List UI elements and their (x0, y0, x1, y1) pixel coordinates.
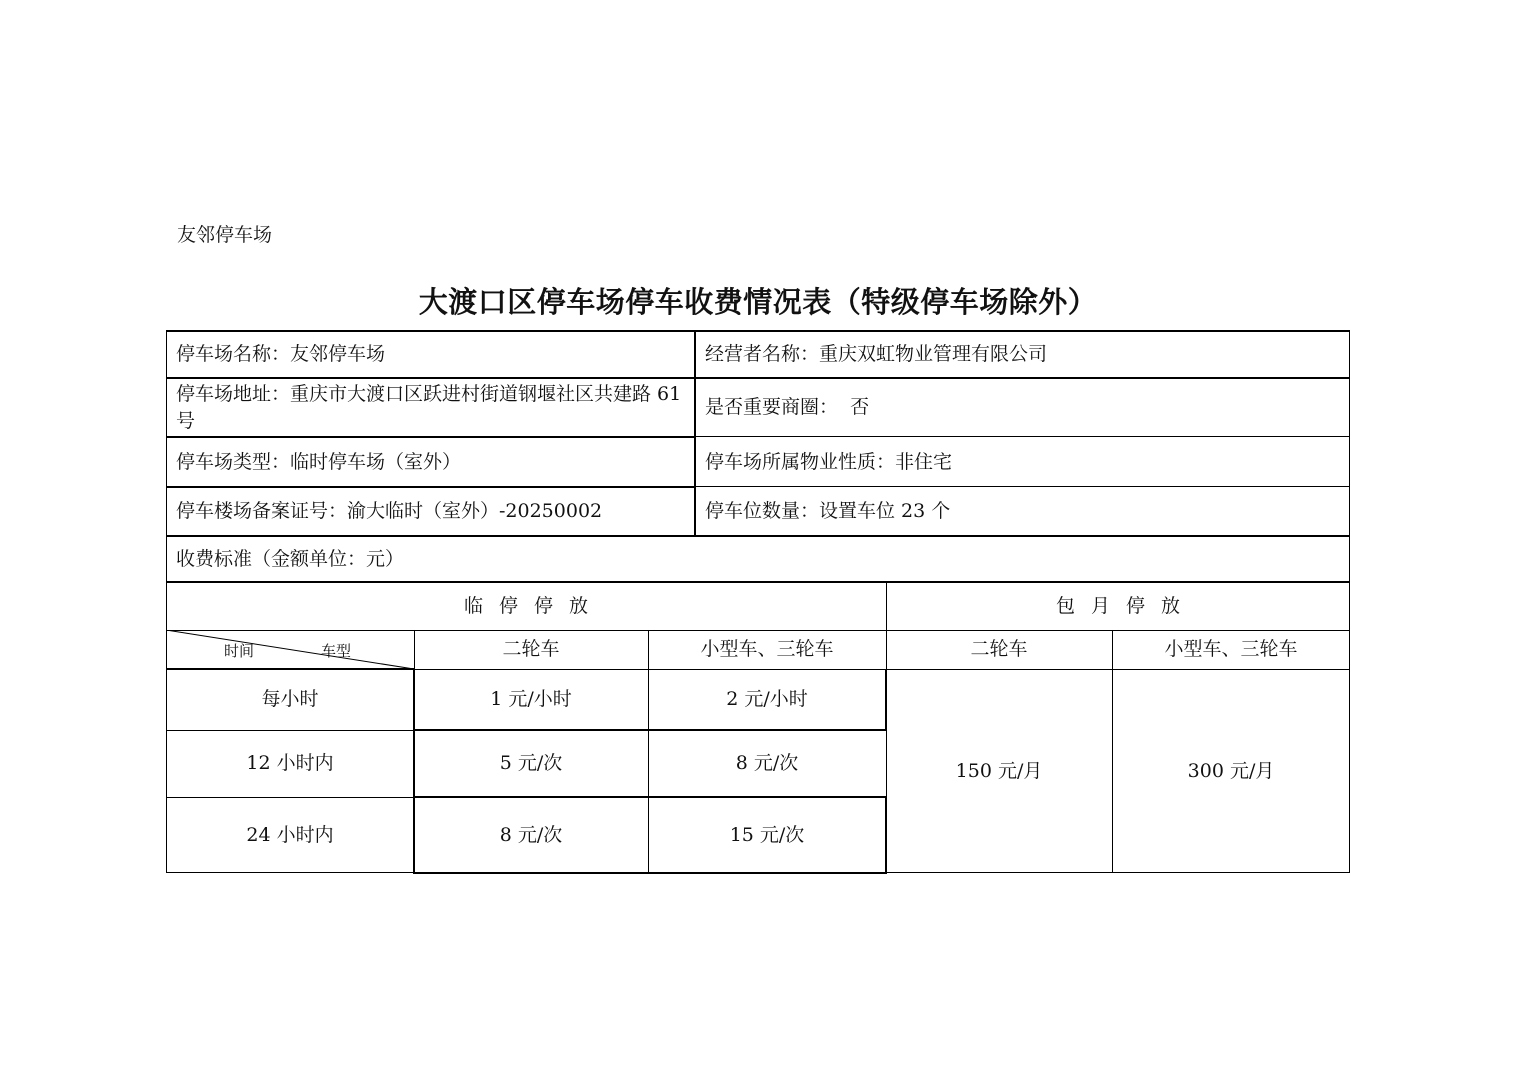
temp-two-wheel-header: 二轮车 (502, 638, 560, 660)
parking-name-cell (166, 331, 695, 378)
lot-name-heading: 友邻停车场 (177, 224, 273, 246)
space-count-cell (695, 487, 1350, 536)
operator-name-text: 经营者名称：重庆双虹物业管理有限公司 (705, 343, 1048, 365)
fee-standard-text: 收费标准（金额单位：元） (176, 547, 405, 570)
temp-small-three-header: 小型车、三轮车 (700, 638, 834, 660)
row-hourly-two-wheel: 1 元/小时 (490, 688, 572, 710)
temporary-parking-header: 临停停放 (463, 594, 604, 617)
diagonal-header-cell (166, 630, 414, 669)
property-nature-cell (695, 437, 1350, 487)
row-12h-two-wheel: 5 元/次 (499, 752, 563, 774)
row-24h-two-wheel: 8 元/次 (499, 823, 563, 846)
diag-time-label: 时间 (224, 642, 255, 660)
monthly-two-wheel-price: 150 元/月 (955, 759, 1043, 782)
monthly-two-wheel-header: 二轮车 (970, 638, 1028, 660)
row-hourly-small: 2 元/小时 (726, 688, 808, 710)
row-24h-small: 15 元/次 (729, 823, 805, 846)
row-24h-period: 24 小时内 (246, 823, 334, 846)
document-title: 大渡口区停车场停车收费情况表（特级停车场除外） (418, 285, 1098, 319)
key-business-area-cell (695, 378, 1350, 437)
monthly-parking-header: 包月停放 (1055, 594, 1196, 617)
registration-no-text: 停车楼场备案证号：渝大临时（室外）-20250002 (176, 500, 603, 522)
registration-no-cell (166, 487, 695, 536)
address-cell (166, 378, 695, 437)
fee-standard-cell (166, 536, 1350, 582)
operator-name-cell (695, 331, 1350, 378)
row-12h-small: 8 元/次 (735, 752, 799, 774)
row-12h-period: 12 小时内 (246, 752, 334, 774)
monthly-small-three-header: 小型车、三轮车 (1164, 638, 1298, 660)
parking-type-cell (166, 437, 695, 487)
property-nature-text: 停车场所属物业性质：非住宅 (705, 450, 953, 473)
space-count-text: 停车位数量：设置车位 23 个 (705, 500, 951, 522)
diag-vehicle-label: 车型 (321, 642, 352, 660)
address-text: 停车场地址：重庆市大渡口区跃进村街道钢堰社区共建路 61 号 (176, 382, 682, 432)
row-hourly-period: 每小时 (261, 688, 319, 710)
parking-name-text: 停车场名称：友邻停车场 (176, 343, 386, 365)
parking-type-text: 停车场类型：临时停车场（室外） (176, 450, 462, 473)
monthly-small-price: 300 元/月 (1187, 759, 1275, 782)
diagonal-line (166, 630, 414, 669)
key-business-area-text: 是否重要商圈： 否 (705, 396, 870, 418)
